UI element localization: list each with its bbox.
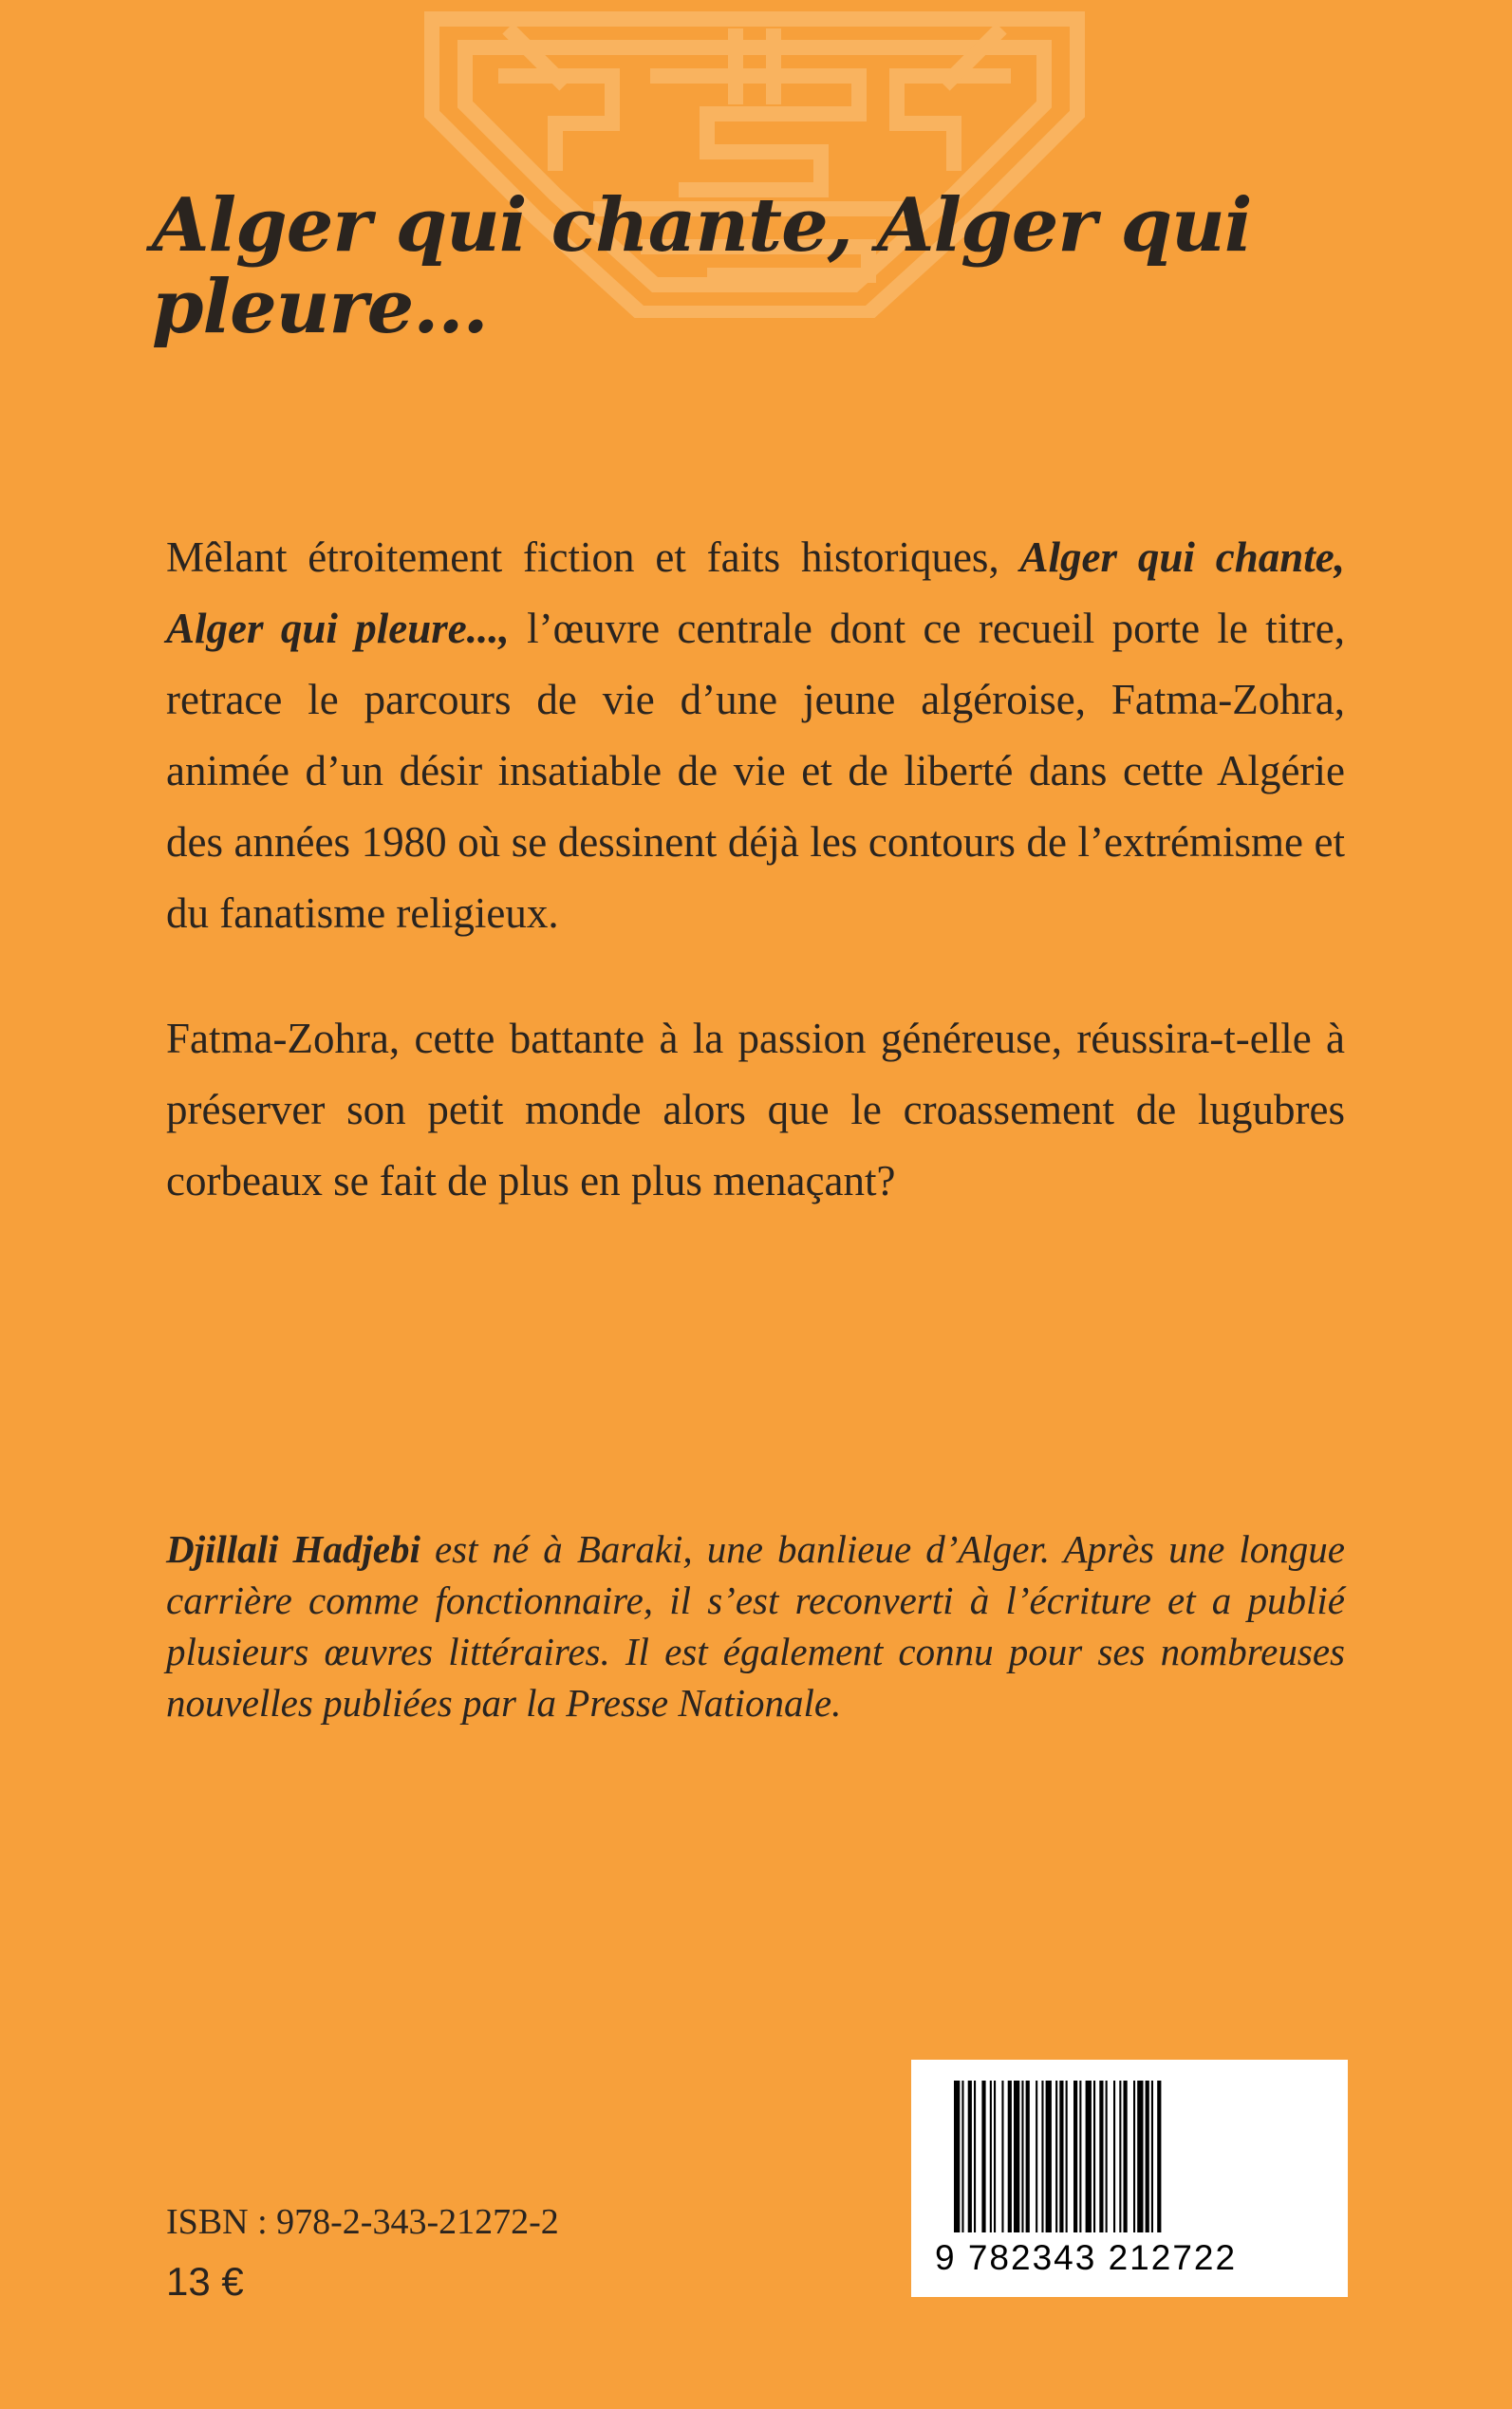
book-title: Alger qui chante, Alger qui pleure... (152, 182, 1252, 350)
barcode-bar (1041, 2081, 1043, 2232)
barcode-bar (1099, 2081, 1103, 2232)
author-bio: Djillali Hadjebi est né à Baraki, une banlieue d’Alger. Après une longue carrière comme fonctionnaire, il s’est reconverti à l’écriture et a publié plusieurs œuvres littéraires. Il est également connu pour ses nombreuses nouvelles publiées par la Presse Nationale. (166, 1527, 1346, 1725)
barcode-bar (1106, 2081, 1108, 2232)
barcode-bar (1124, 2081, 1128, 2232)
barcode-bar (1055, 2081, 1057, 2232)
barcode-bar (961, 2081, 963, 2232)
barcode-bar (1093, 2081, 1095, 2232)
barcode-bar (1046, 2081, 1052, 2232)
barcode-bar (1021, 2081, 1023, 2232)
barcode-bar (1157, 2081, 1161, 2232)
barcode-bar (968, 2081, 972, 2232)
barcode-bar (1026, 2081, 1030, 2232)
book-summary (166, 522, 1345, 1271)
barcode-digits: 9 782343 212722 (935, 2238, 1238, 2277)
barcode-bar (1119, 2081, 1121, 2232)
price: 13 € (166, 2259, 244, 2304)
barcode-bar (1073, 2081, 1077, 2232)
barcode (911, 2060, 1348, 2297)
barcode-bar (1146, 2081, 1149, 2232)
barcode-bars (911, 2060, 1348, 2240)
barcode-bar (1001, 2081, 1003, 2232)
summary-paragraph-2: Fatma-Zohra, cette battante à la passion généreuse, réussira-t-elle à préserver son petit monde alors que le croassement de lugubres corbeaux se fait de plus en plus menaçant? (166, 1015, 1345, 1204)
barcode-bar (1086, 2081, 1092, 2232)
barcode-bar (994, 2081, 996, 2232)
barcode-bar (1137, 2081, 1143, 2232)
barcode-bar (1133, 2081, 1135, 2232)
barcode-bar (954, 2081, 960, 2232)
barcode-bar (1014, 2081, 1019, 2232)
barcode-bar (1008, 2081, 1012, 2232)
barcode-bar (1059, 2081, 1063, 2232)
barcode-bar (1113, 2081, 1115, 2232)
summary-paragraph-1: Mêlant étroitement fiction et faits historiques, Alger qui chante, Alger qui pleure..., l’œuvre centrale dont ce recueil porte le titre, retrace le parcours de vie d’une jeune algéroise, Fatma-Zohra, animée d’un désir insatiable de vie et de liberté dans cette Algérie des années 1980 où se dessinent déjà les contours de l’extrémisme et du fanatisme religieux. (166, 533, 1345, 937)
barcode-bar (1066, 2081, 1068, 2232)
isbn: ISBN : 978-2-343-21272-2 (166, 2202, 559, 2242)
author-name: Djillali Hadjebi (166, 1527, 420, 1571)
barcode-bar (974, 2081, 976, 2232)
barcode-bar (1036, 2081, 1037, 2232)
barcode-bar (1079, 2081, 1081, 2232)
barcode-bar (981, 2081, 985, 2232)
barcode-bar (1151, 2081, 1153, 2232)
barcode-bar (990, 2081, 992, 2232)
